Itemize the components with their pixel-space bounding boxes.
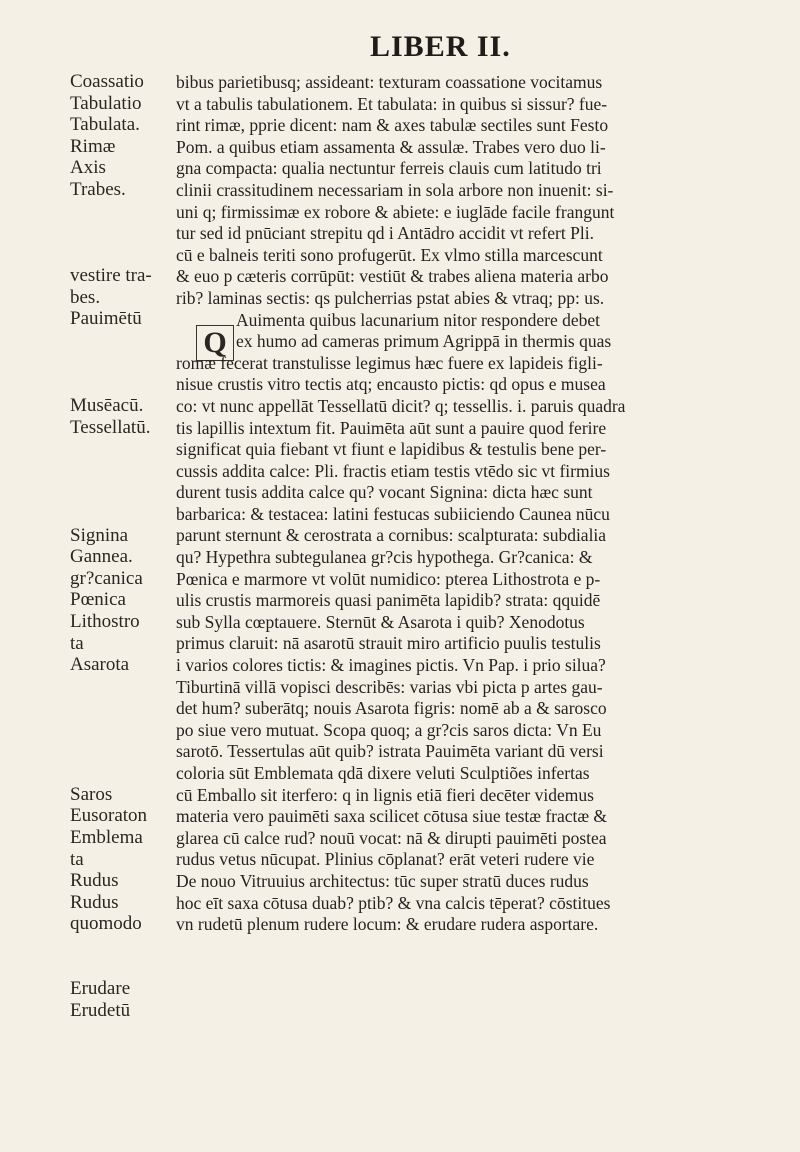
text-line: & euo p cæteris corrūpūt: vestiūt & trabes aliena materia arbo: [176, 266, 609, 287]
page-header: LIBER II.: [370, 30, 511, 63]
text-line: Pom. a quibus etiam assamenta & assulæ. Trabes vero duo li-: [176, 136, 606, 157]
text-line: materia vero pauimēti saxa scilicet cōtusa siue testæ fractæ &: [176, 806, 608, 827]
text-line: hoc eīt saxa cōtusa duab? ptib? & vna calcis tēperat? cōstitues: [176, 892, 611, 913]
margin-note: Axis: [70, 157, 106, 178]
text-line: tis lapillis intextum fit. Pauimēta aūt sunt a pauire quod ferire: [176, 417, 607, 438]
text-line: barbarica: & testacea: latini festucas subiiciendo Caunea nūcu: [176, 503, 610, 524]
text-line: i varios colores tictis: & imagines pictis. Vn Pap. i prio silua?: [176, 655, 606, 676]
margin-note: Tessellatū.: [70, 417, 151, 438]
drop-cap-initial: Q: [196, 325, 234, 361]
margin-note: Eusoraton: [70, 805, 148, 826]
margin-note: ta: [70, 633, 84, 654]
margin-note: Tabulatio: [70, 93, 142, 114]
text-line: primus claruit: nā asarotū strauit miro artificio puulis testulis: [176, 633, 601, 654]
text-line: det hum? suberātq; nouis Asarota figris: nomē ab a & sarosco: [176, 698, 607, 719]
margin-note: quomodo: [70, 913, 142, 934]
margin-note: Rudus: [70, 870, 119, 891]
text-line: co: vt nunc appellāt Tessellatū dicit? q; tessellis. i. paruis quadra: [176, 395, 626, 416]
text-line: coloria sūt Emblemata qdā dixere veluti Sculptiões infertas: [176, 763, 590, 783]
text-line: clinii crassitudinem necessariam in sola arbore non inuenit: si-: [176, 179, 614, 200]
margin-note: Musēacū.: [70, 395, 144, 416]
text-line: vn rudetū plenum rudere locum: & erudare rudera asportare.: [176, 914, 599, 935]
margin-note: vestire tra-: [70, 265, 152, 286]
text-line: rudus vetus nūcupat. Plinius cōplanat? erāt veteri rudere vie: [176, 849, 595, 870]
text-line: rint rimæ, pprie dicent: nam & axes tabulæ sectiles sunt Festo: [176, 115, 609, 136]
text-line: nisue crustis vitro tectis atq; encausto pictis: qd opus e musea: [176, 374, 606, 395]
margin-note: Pauimētū: [70, 308, 142, 329]
text-line: Pœnica e marmore vt volūt numidico: ptereа Lithostrota e p-: [176, 568, 601, 589]
text-line: Auimenta quibus lacunarium nitor respondere debet: [236, 309, 600, 330]
margin-note: Rimæ: [70, 136, 116, 157]
margin-note: bes.: [70, 287, 101, 308]
margin-note: Rudus: [70, 892, 119, 913]
text-line: sarotō. Tessertulas aūt quib? istrata Pauimēta variant dū versi: [176, 741, 604, 762]
text-line: cū Emballo sit iterfero: q in lignis etiā fieri decēter videmus: [176, 784, 594, 805]
text-line: tur sed id pnūciant strepitu qd i Antādro accidit vt refert Pli.: [176, 223, 594, 244]
margin-note: Trabes.: [70, 179, 126, 200]
text-line: cussis addita calce: Pli. fractis etiam testis vtēdo sic vt firmius: [176, 460, 610, 481]
text-line: ex humo ad cameras primum Agrippā in thermis quas: [236, 331, 612, 352]
margin-note: ta: [70, 849, 84, 870]
text-line: sub Sylla cœptauere. Sternūt & Asarota i quib? Xenodotus: [176, 611, 585, 632]
text-line: ulis crustis marmoreis quasi panimēta lapidib? strata: qquidē: [176, 590, 601, 611]
margin-note: gr?canica: [70, 568, 143, 589]
text-line: significat quia fiebant vt fiunt e lapidibus & testulis bene per-: [176, 439, 607, 460]
text-line: bibus parietibusq; assideant: texturam coassatione vocitamus: [176, 72, 603, 92]
margin-note: Tabulata.: [70, 114, 140, 135]
margin-note: Signina: [70, 525, 129, 546]
text-line: parunt sternunt & cerostrata a cornibus: scalpturata: subdialia: [176, 525, 607, 546]
text-line: qu? Hypethra subtegulanea gr?cis hypothega. Gr?canica: &: [176, 547, 593, 568]
text-line: De nouo Vitruuius architectus: tūc super stratū duces rudus: [176, 870, 589, 891]
margin-note: Pœnica: [70, 589, 126, 610]
text-line: Tiburtinā villā vopisci describēs: varias vbi picta p artes gau-: [176, 676, 603, 697]
margin-note: Lithostro: [70, 611, 140, 632]
text-line: glarea cū calce rud? nouū vocat: nā & dirupti pauimēti postea: [176, 827, 607, 848]
text-line: uni q; firmissimæ ex robore & abiete: e iuglāde facile frangunt: [176, 201, 615, 222]
text-line: durent tusis addita calce qu? vocant Signina: dicta hæc sunt: [176, 482, 593, 503]
margin-note: Gannea.: [70, 546, 133, 567]
margin-note: Saros: [70, 784, 113, 805]
text-line: vt a tabulis tabulationem. Et tabulata: in quibus si sissur? fue-: [176, 93, 608, 114]
text-line: rib? laminas sectis: qs pulcherrias pstat abies & vtraq; pp: us.: [176, 287, 605, 308]
margin-note: Emblema: [70, 827, 143, 848]
margin-note: Coassatio: [70, 71, 144, 92]
margin-note: Erudare: [70, 978, 131, 999]
margin-note: Erudetū: [70, 1000, 131, 1021]
text-line: cū e balneis teriti sono profugerūt. Ex vlmo stilla marcescunt: [176, 244, 603, 265]
text-line: romæ fecerat transtulisse legimus hæc fuere ex lapideis figli-: [176, 352, 603, 373]
text-line: gna compacta: qualia nectuntur ferreis clauis cum latitudo tri: [176, 158, 602, 179]
main-text: [176, 72, 776, 936]
text-line: po siue vero mutuat. Scopa quoq; a gr?cis saros dicta: Vn Eu: [176, 719, 602, 740]
margin-note: Asarota: [70, 654, 130, 675]
